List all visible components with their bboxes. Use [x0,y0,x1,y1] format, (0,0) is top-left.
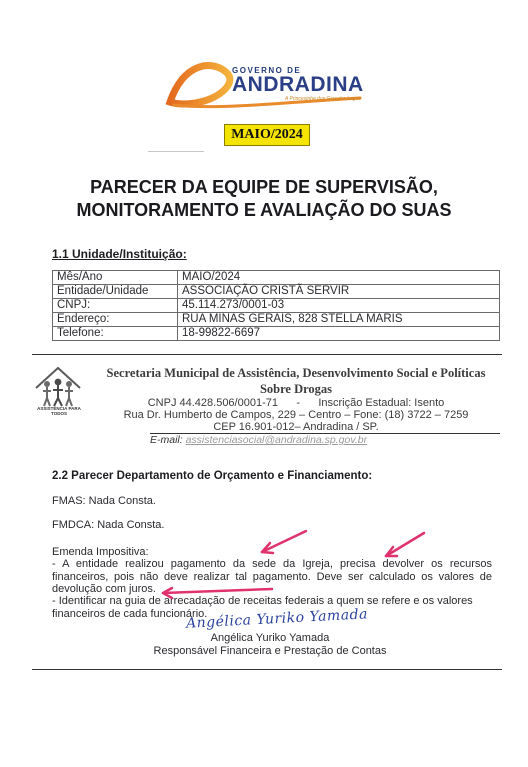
secretariat-address-line: Rua Dr. Humberto de Campos, 229 – Centro – Fone: (18) 3722 – 7259 [123,409,469,421]
arrow-icon [386,547,397,556]
row-label: Endereço: [53,313,178,327]
unit-info-table [52,270,500,341]
table-row [53,313,500,327]
emenda-paragraph-2: - Identificar na guia de arrecadação de receitas federais a quem se refere e os valores financeiros de cada funcionário. [52,595,473,620]
logo-name: ANDRADINA [232,73,364,96]
secretariat-cnpj-line: CNPJ 44.428.506/0001-71 - Inscrição Estadual: Isento [147,397,445,409]
table-row [53,285,500,299]
assistencia-logo-text: ASSISTÊNCIA PARA TODOS [37,406,81,416]
row-label: Mês/Ano [53,271,178,285]
row-label: CNPJ: [53,299,178,313]
finance-section-heading: 2.2 Parecer Departamento de Orçamento e Financiamento: [52,470,373,482]
unit-section-heading: 1.1 Unidade/Instituição: [52,247,187,261]
logo-tagline: A Princesinha dos Grandes Lagos [285,96,361,102]
arrow-icon [386,533,424,556]
arrow-icon [262,531,306,552]
secretariat-email-line [150,434,367,446]
emenda-label: Emenda Impositiva: [52,546,149,558]
table-row [53,271,500,285]
logo-top-text: GOVERNO DE [232,66,302,75]
decorative-line [148,151,204,152]
section-divider [32,354,502,355]
row-value: ASSOCIAÇÃO CRISTÃ SERVIR [178,285,500,299]
table-row [53,327,500,341]
emenda-paragraph-1: - A entidade realizou pagamento da sede da Igreja, precisa devolver os recursos financeiros, pois não deve realizar tal pagamento. Deve ser calculado os valores de devolução com juros. [52,558,492,595]
row-label: Entidade/Unidade [53,285,178,299]
row-label: Telefone: [53,327,178,341]
closing-divider [32,669,502,670]
table-row [53,299,500,313]
secretariat-cep-line: CEP 16.901-012– Andradina / SP. [213,421,379,433]
signatory-name: Angélica Yuriko Yamada [210,632,330,644]
row-value: 45.114.273/0001-03 [178,299,500,313]
fmas-status: FMAS: Nada Consta. [52,495,156,507]
arrow-icon [262,543,273,553]
secretariat-title: Secretaria Municipal de Assistência, Desenvolvimento Social e Políticas Sobre Drogas [106,366,486,396]
page-title: PARECER DA EQUIPE DE SUPERVISÃO, MONITORAMENTO E AVALIAÇÃO DO SUAS [76,177,452,220]
fmdca-status: FMDCA: Nada Consta. [52,519,165,531]
email-label: E-mail: [150,434,183,446]
email-link[interactable]: assistenciasocial@andradina.sp.gov.br [185,434,368,446]
month-badge: MAIO/2024 [224,124,310,146]
row-value: MAIO/2024 [178,271,500,285]
handwritten-signature: Angélica Yuriko Yamada [185,606,369,632]
row-value: 18-99822-6697 [178,327,500,341]
row-value: RUA MINAS GERAIS, 828 STELLA MARIS [178,313,500,327]
signatory-role: Responsável Financeira e Prestação de Contas [153,645,387,657]
